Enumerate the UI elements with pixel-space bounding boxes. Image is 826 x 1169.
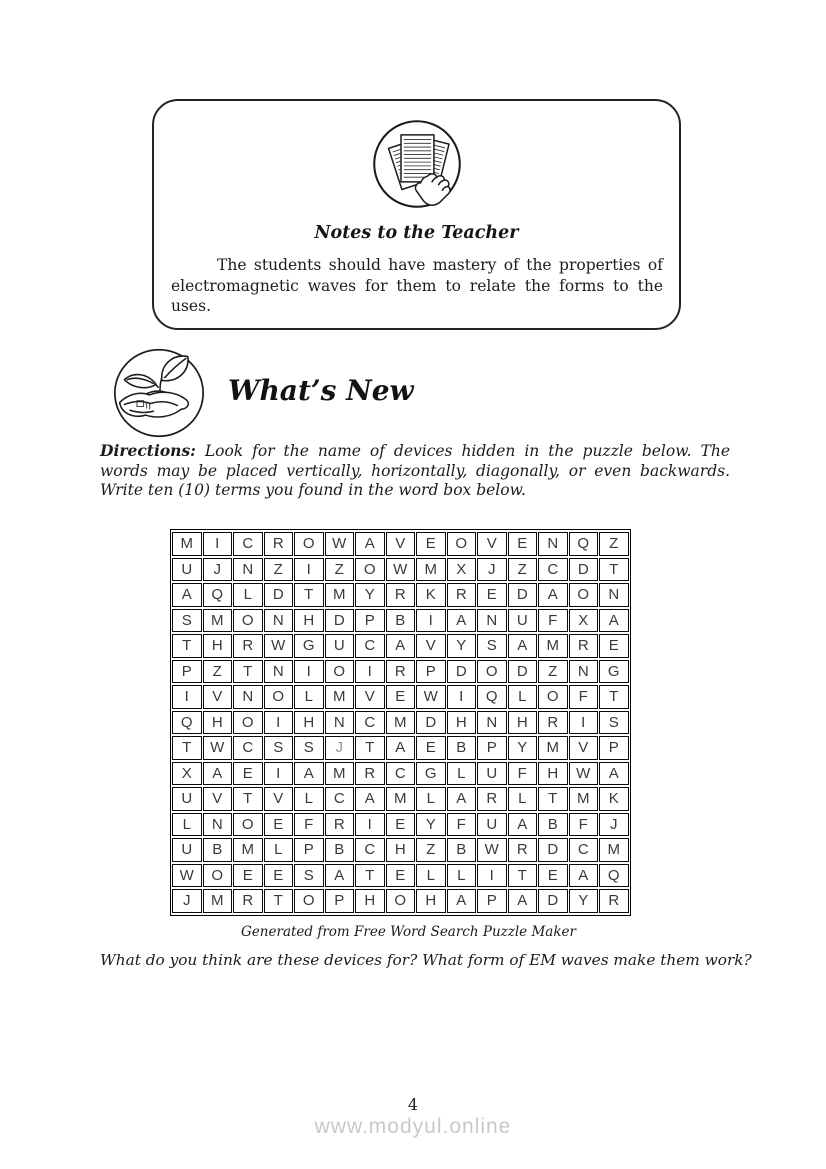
grid-cell: W: [264, 634, 294, 658]
grid-cell: F: [569, 813, 599, 837]
grid-cell: W: [325, 532, 355, 556]
grid-cell: E: [508, 532, 538, 556]
grid-cell: R: [569, 634, 599, 658]
grid-cell: E: [538, 864, 568, 888]
grid-cell: D: [538, 838, 568, 862]
grid-cell: M: [386, 787, 416, 811]
grid-cell: B: [386, 609, 416, 633]
grid-cell: E: [599, 634, 629, 658]
grid-cell: I: [264, 711, 294, 735]
grid-cell: Q: [172, 711, 202, 735]
grid-row: [172, 838, 629, 862]
grid-cell: C: [325, 787, 355, 811]
grid-cell: N: [203, 813, 233, 837]
grid-cell: V: [569, 736, 599, 760]
grid-cell: V: [203, 787, 233, 811]
grid-row: [172, 685, 629, 709]
section-title-whats-new: What’s New: [228, 374, 414, 407]
grid-cell: T: [355, 736, 385, 760]
grid-cell: H: [294, 609, 324, 633]
grid-cell: S: [599, 711, 629, 735]
notes-to-teacher-box: [152, 99, 681, 330]
grid-cell: D: [447, 660, 477, 684]
grid-cell: A: [447, 609, 477, 633]
grid-cell: N: [233, 685, 263, 709]
grid-cell: A: [599, 762, 629, 786]
grid-cell: H: [203, 711, 233, 735]
grid-cell: A: [447, 787, 477, 811]
grid-cell: S: [264, 736, 294, 760]
grid-cell: A: [508, 889, 538, 913]
grid-cell: P: [477, 736, 507, 760]
grid-cell: N: [599, 583, 629, 607]
grid-cell: B: [538, 813, 568, 837]
grid-cell: Z: [325, 558, 355, 582]
grid-cell: Y: [416, 813, 446, 837]
grid-cell: C: [538, 558, 568, 582]
grid-cell: A: [447, 889, 477, 913]
grid-cell: T: [172, 634, 202, 658]
grid-cell: P: [172, 660, 202, 684]
grid-cell: N: [233, 558, 263, 582]
grid-cell: T: [538, 787, 568, 811]
grid-cell: L: [264, 838, 294, 862]
grid-cell: U: [172, 787, 202, 811]
grid-cell: B: [325, 838, 355, 862]
grid-cell: L: [172, 813, 202, 837]
grid-cell: F: [294, 813, 324, 837]
word-search-grid-container: [170, 529, 631, 916]
grid-cell: Q: [569, 532, 599, 556]
grid-cell: A: [508, 634, 538, 658]
grid-cell: V: [416, 634, 446, 658]
grid-cell: O: [233, 813, 263, 837]
grid-cell: W: [416, 685, 446, 709]
grid-cell: H: [538, 762, 568, 786]
grid-cell: J: [203, 558, 233, 582]
grid-cell: R: [386, 660, 416, 684]
grid-cell: B: [447, 736, 477, 760]
grid-cell: D: [416, 711, 446, 735]
grid-cell: F: [569, 685, 599, 709]
grid-cell: R: [233, 634, 263, 658]
grid-cell: O: [294, 889, 324, 913]
grid-cell: H: [294, 711, 324, 735]
grid-cell: T: [233, 787, 263, 811]
grid-cell: O: [569, 583, 599, 607]
grid-cell: X: [569, 609, 599, 633]
grid-cell: L: [508, 685, 538, 709]
grid-cell: D: [569, 558, 599, 582]
grid-cell: Y: [447, 634, 477, 658]
grid-cell: N: [264, 609, 294, 633]
grid-row: [172, 889, 629, 913]
grid-cell: O: [233, 609, 263, 633]
grid-cell: H: [355, 889, 385, 913]
grid-caption: Generated from Free Word Search Puzzle Maker: [241, 924, 576, 940]
grid-cell: C: [233, 736, 263, 760]
grid-cell: S: [477, 634, 507, 658]
grid-cell: A: [203, 762, 233, 786]
grid-cell: I: [203, 532, 233, 556]
grid-cell: E: [386, 813, 416, 837]
grid-cell: J: [599, 813, 629, 837]
grid-cell: W: [172, 864, 202, 888]
grid-cell: T: [599, 558, 629, 582]
grid-cell: R: [599, 889, 629, 913]
grid-cell: A: [386, 634, 416, 658]
grid-cell: E: [416, 736, 446, 760]
page-number: 4: [407, 1095, 419, 1114]
directions-label: Directions:: [100, 441, 196, 460]
grid-cell: T: [172, 736, 202, 760]
grid-cell: A: [569, 864, 599, 888]
grid-cell: W: [569, 762, 599, 786]
grid-cell: B: [203, 838, 233, 862]
grid-cell: U: [508, 609, 538, 633]
grid-cell: S: [172, 609, 202, 633]
grid-cell: Z: [416, 838, 446, 862]
grid-cell: M: [325, 685, 355, 709]
grid-row: [172, 609, 629, 633]
grid-cell: K: [416, 583, 446, 607]
grid-cell: S: [294, 864, 324, 888]
grid-cell: Y: [355, 583, 385, 607]
grid-cell: F: [447, 813, 477, 837]
word-search-grid: [170, 529, 631, 916]
grid-cell: I: [264, 762, 294, 786]
grid-row: [172, 532, 629, 556]
grid-cell: M: [538, 736, 568, 760]
grid-cell: E: [264, 864, 294, 888]
grid-cell: L: [447, 762, 477, 786]
grid-cell: M: [203, 889, 233, 913]
grid-cell: O: [294, 532, 324, 556]
grid-cell: I: [172, 685, 202, 709]
grid-cell: G: [599, 660, 629, 684]
grid-cell: M: [386, 711, 416, 735]
grid-cell: R: [325, 813, 355, 837]
grid-cell: L: [294, 685, 324, 709]
notes-box-title: Notes to the Teacher: [314, 223, 519, 243]
grid-cell: O: [386, 889, 416, 913]
grid-cell: O: [355, 558, 385, 582]
grid-cell: Z: [203, 660, 233, 684]
grid-row: [172, 787, 629, 811]
grid-cell: C: [569, 838, 599, 862]
grid-cell: L: [508, 787, 538, 811]
grid-cell: M: [325, 583, 355, 607]
grid-cell: J: [172, 889, 202, 913]
grid-cell: V: [355, 685, 385, 709]
grid-row: [172, 583, 629, 607]
grid-cell: C: [386, 762, 416, 786]
grid-cell: Q: [477, 685, 507, 709]
grid-cell: D: [538, 889, 568, 913]
grid-cell: P: [294, 838, 324, 862]
grid-cell: Z: [264, 558, 294, 582]
word-search-grid-body: [172, 532, 629, 913]
grid-cell: E: [386, 864, 416, 888]
grid-row: [172, 813, 629, 837]
grid-cell: Q: [599, 864, 629, 888]
grid-cell: O: [233, 711, 263, 735]
grid-cell: I: [355, 813, 385, 837]
grid-cell: X: [447, 558, 477, 582]
grid-cell: O: [538, 685, 568, 709]
grid-cell: J: [325, 736, 355, 760]
grid-cell: X: [172, 762, 202, 786]
grid-row: [172, 558, 629, 582]
grid-row: [172, 660, 629, 684]
grid-cell: T: [355, 864, 385, 888]
grid-cell: L: [416, 864, 446, 888]
grid-cell: E: [477, 583, 507, 607]
grid-cell: M: [416, 558, 446, 582]
grid-cell: A: [386, 736, 416, 760]
grid-cell: E: [416, 532, 446, 556]
grid-cell: D: [325, 609, 355, 633]
grid-cell: P: [599, 736, 629, 760]
grid-row: [172, 634, 629, 658]
grid-cell: J: [477, 558, 507, 582]
grid-cell: F: [508, 762, 538, 786]
grid-row: [172, 711, 629, 735]
grid-cell: R: [477, 787, 507, 811]
grid-cell: U: [172, 558, 202, 582]
grid-cell: N: [264, 660, 294, 684]
grid-cell: M: [233, 838, 263, 862]
grid-cell: I: [294, 558, 324, 582]
grid-cell: W: [203, 736, 233, 760]
notes-box-body: The students should have mastery of the properties of electromagnetic waves for them to relate the forms to the uses.: [171, 256, 663, 315]
grid-cell: O: [447, 532, 477, 556]
grid-cell: M: [203, 609, 233, 633]
grid-cell: M: [172, 532, 202, 556]
grid-cell: V: [264, 787, 294, 811]
grid-row: [172, 762, 629, 786]
grid-cell: P: [355, 609, 385, 633]
grid-cell: I: [569, 711, 599, 735]
grid-cell: T: [508, 864, 538, 888]
grid-cell: N: [569, 660, 599, 684]
grid-cell: C: [355, 634, 385, 658]
grid-cell: M: [538, 634, 568, 658]
grid-cell: W: [477, 838, 507, 862]
grid-cell: U: [325, 634, 355, 658]
grid-cell: T: [294, 583, 324, 607]
grid-cell: F: [538, 609, 568, 633]
grid-cell: Y: [569, 889, 599, 913]
grid-cell: C: [355, 711, 385, 735]
grid-cell: N: [325, 711, 355, 735]
grid-cell: N: [538, 532, 568, 556]
grid-cell: Y: [508, 736, 538, 760]
grid-cell: Z: [599, 532, 629, 556]
grid-cell: G: [294, 634, 324, 658]
grid-row: [172, 736, 629, 760]
hand-seedling-icon: [109, 345, 209, 441]
grid-cell: W: [386, 558, 416, 582]
grid-cell: T: [264, 889, 294, 913]
grid-cell: H: [416, 889, 446, 913]
grid-cell: V: [386, 532, 416, 556]
grid-cell: A: [172, 583, 202, 607]
grid-cell: C: [233, 532, 263, 556]
grid-cell: A: [325, 864, 355, 888]
grid-cell: R: [447, 583, 477, 607]
grid-cell: U: [477, 813, 507, 837]
grid-cell: G: [416, 762, 446, 786]
grid-cell: M: [569, 787, 599, 811]
grid-cell: T: [599, 685, 629, 709]
directions-paragraph: [100, 441, 730, 501]
grid-cell: E: [233, 864, 263, 888]
grid-cell: A: [355, 532, 385, 556]
grid-cell: U: [477, 762, 507, 786]
grid-cell: I: [477, 864, 507, 888]
grid-cell: Q: [203, 583, 233, 607]
grid-cell: E: [264, 813, 294, 837]
grid-row: [172, 864, 629, 888]
question-text: What do you think are these devices for? What form of EM waves make them work?: [100, 951, 752, 969]
grid-cell: L: [233, 583, 263, 607]
grid-cell: V: [477, 532, 507, 556]
grid-cell: O: [325, 660, 355, 684]
grid-cell: A: [355, 787, 385, 811]
grid-cell: R: [508, 838, 538, 862]
grid-cell: H: [447, 711, 477, 735]
grid-cell: P: [477, 889, 507, 913]
papers-in-hand-icon: [370, 117, 464, 211]
grid-cell: R: [233, 889, 263, 913]
grid-cell: A: [538, 583, 568, 607]
grid-cell: A: [508, 813, 538, 837]
grid-cell: I: [294, 660, 324, 684]
grid-cell: A: [294, 762, 324, 786]
grid-cell: L: [294, 787, 324, 811]
grid-cell: D: [264, 583, 294, 607]
grid-cell: O: [477, 660, 507, 684]
grid-cell: B: [447, 838, 477, 862]
grid-cell: H: [203, 634, 233, 658]
directions-text: Look for the name of devices hidden in the puzzle below. The words may be placed vertically, horizontally, diagonally, or even backwards. Write ten (10) terms you found in the word box below.: [100, 442, 730, 500]
grid-cell: E: [386, 685, 416, 709]
grid-cell: I: [447, 685, 477, 709]
grid-cell: I: [355, 660, 385, 684]
watermark: www.modyul.online: [314, 1115, 512, 1138]
grid-cell: V: [203, 685, 233, 709]
grid-cell: T: [233, 660, 263, 684]
grid-cell: K: [599, 787, 629, 811]
grid-cell: L: [447, 864, 477, 888]
grid-cell: R: [264, 532, 294, 556]
grid-cell: H: [508, 711, 538, 735]
grid-cell: R: [386, 583, 416, 607]
grid-cell: D: [508, 660, 538, 684]
grid-cell: E: [233, 762, 263, 786]
grid-cell: S: [294, 736, 324, 760]
grid-cell: L: [416, 787, 446, 811]
grid-cell: R: [355, 762, 385, 786]
grid-cell: N: [477, 711, 507, 735]
grid-cell: M: [325, 762, 355, 786]
grid-cell: H: [386, 838, 416, 862]
grid-cell: C: [355, 838, 385, 862]
grid-cell: A: [599, 609, 629, 633]
grid-cell: N: [477, 609, 507, 633]
grid-cell: P: [416, 660, 446, 684]
grid-cell: D: [508, 583, 538, 607]
grid-cell: O: [203, 864, 233, 888]
grid-cell: U: [172, 838, 202, 862]
grid-cell: M: [599, 838, 629, 862]
grid-cell: I: [416, 609, 446, 633]
grid-cell: Z: [508, 558, 538, 582]
grid-cell: P: [325, 889, 355, 913]
grid-cell: R: [538, 711, 568, 735]
grid-cell: O: [264, 685, 294, 709]
grid-cell: Z: [538, 660, 568, 684]
